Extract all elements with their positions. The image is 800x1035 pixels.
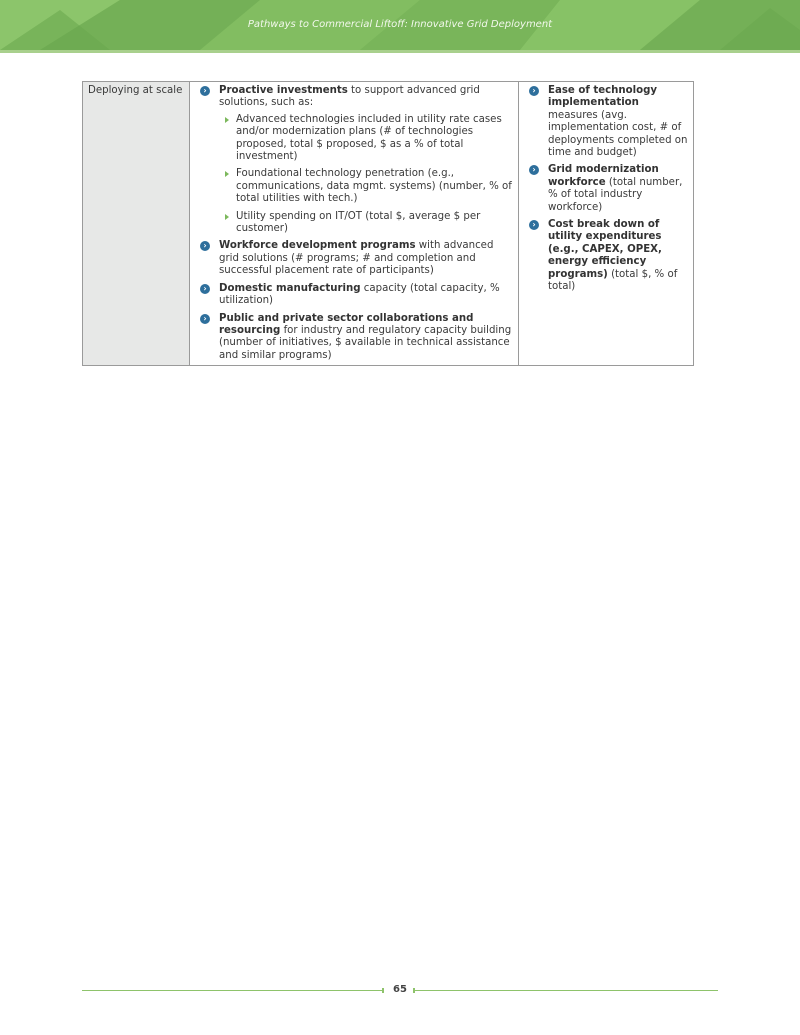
- sub-item-text: Foundational technology penetration (e.g., communications, data mgmt. systems) (number, % of total utilities with tech.): [236, 168, 512, 205]
- right-column-cell: [519, 82, 694, 366]
- sub-list-item: [219, 211, 513, 236]
- chevron-right-circle-icon: ›: [200, 86, 210, 96]
- header-title: Pathways to Commercial Liftoff: Innovative Grid Deployment: [247, 19, 553, 30]
- middle-list: [195, 85, 513, 362]
- triangle-right-icon: [225, 214, 229, 220]
- chevron-right-circle-icon: ›: [200, 241, 210, 251]
- triangle-right-icon: [225, 117, 229, 123]
- item-text: capacity (total capacity, % utilization): [219, 282, 500, 307]
- footer-rule-right: [415, 990, 718, 991]
- chevron-right-circle-icon: ›: [200, 314, 210, 324]
- list-item: [524, 164, 688, 214]
- sub-list-item: [219, 168, 513, 205]
- chevron-right-circle-icon: ›: [529, 220, 539, 230]
- list-item: [195, 283, 513, 308]
- chevron-right-circle-icon: ›: [529, 165, 539, 175]
- item-text: measures (avg. implementation cost, # of deployments completed on time and budget): [548, 109, 688, 159]
- list-item: [524, 219, 688, 293]
- list-item: [195, 85, 513, 235]
- footer-tick-left: [382, 988, 384, 993]
- sub-list: [219, 114, 513, 236]
- item-text: with advanced grid solutions (# programs; # and completion and successful placement rate of participants): [219, 240, 494, 277]
- stage-cell: Deploying at scale: [83, 82, 190, 366]
- chevron-right-circle-icon: ›: [529, 86, 539, 96]
- footer-rule-left: [82, 990, 382, 991]
- header-banner: [0, 0, 800, 50]
- item-text: (total number, % of total industry workforce): [548, 176, 683, 213]
- sub-item-text: Utility spending on IT/OT (total $, average $ per customer): [236, 210, 481, 235]
- sub-list-item: [219, 114, 513, 164]
- triangle-right-icon: [225, 171, 229, 177]
- item-text: for industry and regulatory capacity building (number of initiatives, $ available in technical assistance and similar programs): [219, 324, 512, 361]
- item-bold-text: Grid modernization workforce: [548, 164, 659, 188]
- page-number: 65: [393, 984, 407, 995]
- item-bold-text: Ease of technology implementation: [548, 85, 658, 109]
- item-text: (total $, % of total): [548, 268, 678, 293]
- list-item: [195, 313, 513, 363]
- sub-item-text: Advanced technologies included in utility rate cases and/or modernization plans (# of technologies proposed, total $ proposed, $ as a % of total investment): [236, 113, 502, 163]
- metrics-table: [82, 81, 694, 366]
- item-bold-text: Public and private sector collaborations and resourcing: [219, 312, 474, 336]
- item-text: to support advanced grid solutions, such as:: [219, 85, 480, 109]
- list-item: [195, 240, 513, 277]
- item-bold-text: Proactive investments: [219, 85, 348, 96]
- item-bold-text: Domestic manufacturing: [219, 282, 361, 294]
- chevron-right-circle-icon: ›: [200, 284, 210, 294]
- list-item: [524, 85, 688, 159]
- middle-column-cell: [190, 82, 519, 366]
- item-bold-text: Workforce development programs: [219, 240, 416, 252]
- table-row: [83, 82, 694, 366]
- right-list: [524, 85, 688, 294]
- header-accent-line: [0, 50, 800, 53]
- item-bold-text: Cost break down of utility expenditures (e.g., CAPEX, OPEX, energy efficiency programs): [548, 219, 662, 280]
